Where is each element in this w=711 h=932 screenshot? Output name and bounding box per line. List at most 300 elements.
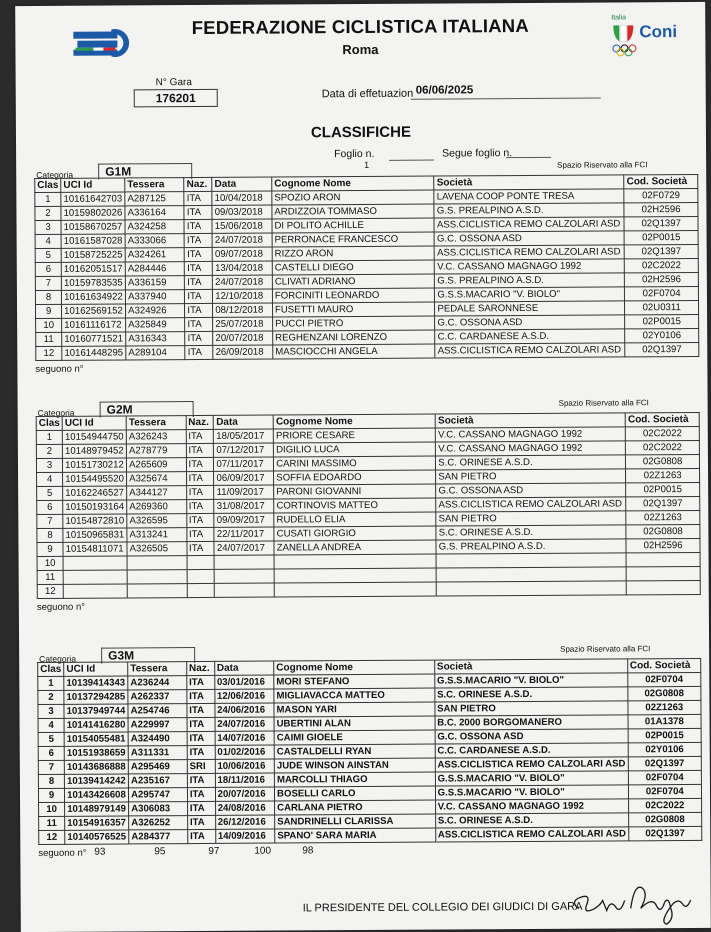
cell-naz: ITA: [187, 787, 215, 801]
data-effettuazione-value: 06/06/2025: [415, 84, 474, 97]
cell-cod: 02Q1397: [626, 496, 700, 510]
cell-data: 11/09/2017: [214, 485, 274, 499]
cell-tessera: [127, 584, 187, 598]
cell-societa: ASS.CICLISTICA REMO CALZOLARI ASD: [435, 245, 625, 260]
cell-tessera: [127, 570, 187, 584]
cell-cod: 02U0311: [625, 300, 699, 314]
cell-societa: S.C. ORINESE A.S.D.: [435, 813, 628, 828]
cell-data: 24/07/2018: [213, 275, 273, 289]
cell-naz: ITA: [186, 513, 214, 527]
column-header-tessera: Tessera: [125, 178, 184, 192]
cell-cod: 02Y0106: [628, 742, 701, 756]
seguono-label: seguono n°: [35, 363, 84, 375]
column-header-uci: UCI Id: [62, 416, 126, 430]
cell-nome: DIGILIO LUCA: [274, 442, 436, 457]
cell-cod: 02Z1263: [628, 700, 701, 714]
cell-societa: V.C. CASSANO MAGNAGO 1992: [435, 799, 628, 814]
cell-clas: 7: [38, 760, 64, 774]
cell-nome: SPOZIO ARON: [272, 190, 435, 205]
category-label: Categoria: [39, 653, 77, 664]
ngara-value: 176201: [134, 89, 218, 108]
cell-societa: S.C. ORINESE A.S.D.: [435, 687, 628, 702]
segue-foglio-underline: [506, 157, 551, 158]
column-header-clas: Clas: [35, 178, 61, 192]
cell-data: 24/08/2016: [215, 801, 275, 815]
cell-societa: G.S. PREALPINO A.S.D.: [435, 273, 625, 288]
cell-naz: ITA: [185, 247, 213, 261]
cell-uci: 10161448295: [62, 346, 126, 360]
cell-cod: 02H2596: [625, 272, 699, 286]
cell-uci: 10151730212: [63, 458, 127, 472]
foglio-value: 1: [364, 159, 370, 170]
column-header-societa: Società: [434, 659, 627, 674]
cell-clas: 9: [38, 788, 64, 802]
seguono-number: 97: [208, 845, 220, 857]
cell-data: 03/01/2016: [214, 675, 274, 689]
column-header-cod: Cod. Società: [625, 412, 699, 426]
cell-uci: 10151938659: [64, 746, 128, 760]
cell-cod: 02C2022: [626, 440, 700, 454]
cell-clas: 8: [35, 290, 61, 304]
column-header-nome: Cognome Nome: [273, 414, 435, 429]
cell-uci: 10154811071: [63, 542, 127, 556]
cell-data: 14/07/2016: [215, 731, 275, 745]
cell-naz: ITA: [187, 731, 215, 745]
fci-reserved-label: Spazio Riservato alla FCI: [558, 398, 649, 408]
classification-table: [36, 412, 701, 599]
cell-nome: FORCINITI LEONARDO: [272, 288, 435, 303]
cell-cod: [626, 566, 700, 580]
cell-uci: [63, 556, 127, 570]
cell-data: [214, 555, 274, 569]
column-header-societa: Società: [435, 413, 625, 428]
cell-tessera: A324258: [125, 220, 184, 234]
cell-nome: UBERTINI ALAN: [274, 716, 435, 731]
ngara-label: N° Gara: [155, 77, 192, 89]
cell-data: 24/06/2016: [215, 703, 275, 717]
cell-societa: B.C. 2000 BORGOMANERO: [435, 715, 628, 730]
cell-tessera: A326252: [129, 816, 188, 830]
cell-nome: MORI STEFANO: [274, 674, 435, 689]
cell-nome: CUSATI GIORGIO: [274, 526, 436, 541]
cell-tessera: A344127: [127, 486, 187, 500]
cell-nome: CASTALDELLI RYAN: [274, 744, 435, 759]
cell-cod: 02P0015: [624, 230, 698, 244]
cell-naz: ITA: [187, 675, 215, 689]
cell-uci: 10137949744: [64, 704, 128, 718]
cell-naz: SRI: [187, 759, 215, 773]
cell-uci: 10162051517: [61, 262, 125, 276]
cell-uci: 10154055481: [64, 732, 128, 746]
cell-uci: 10154916357: [65, 816, 129, 830]
segue-foglio-label: Segue foglio n.: [442, 147, 513, 160]
cell-nome: MASON YARI: [274, 702, 435, 717]
seguono-number: 93: [94, 846, 106, 858]
category-label: Categoria: [36, 169, 74, 180]
cell-societa: G.S. PREALPINO A.S.D.: [436, 539, 626, 554]
cell-data: 24/07/2018: [212, 233, 272, 247]
cell-societa: PEDALE SARONNESE: [435, 301, 625, 316]
cell-data: 31/08/2017: [214, 499, 274, 513]
column-header-clas: Clas: [36, 416, 62, 430]
cell-nome: PRIORE CESARE: [273, 428, 435, 443]
cell-societa: G.S.S.MACARIO "V. BIOLO": [435, 771, 628, 786]
cell-uci: 10140576525: [65, 830, 129, 844]
cell-data: 09/03/2018: [212, 205, 272, 219]
cell-tessera: A316343: [126, 332, 185, 346]
cell-clas: 11: [36, 332, 62, 346]
cell-nome: [274, 568, 436, 583]
cell-nome: CASTELLI DIEGO: [272, 260, 435, 275]
section-title: CLASSIFICHE: [310, 123, 412, 142]
table-row: [39, 826, 702, 844]
cell-data: 22/11/2017: [214, 527, 274, 541]
signature: [561, 878, 701, 929]
cell-nome: MARCOLLI THIAGO: [274, 772, 435, 787]
cell-clas: 5: [38, 732, 64, 746]
cell-data: 12/06/2016: [214, 689, 274, 703]
cell-tessera: A326595: [127, 514, 187, 528]
cell-cod: 02Z1263: [626, 510, 700, 524]
cell-cod: 02P0015: [626, 482, 700, 496]
cell-naz: ITA: [187, 815, 215, 829]
cell-nome: [274, 554, 436, 569]
cell-clas: 10: [36, 318, 62, 332]
cell-cod: 02Q1397: [628, 756, 701, 770]
cell-societa: [436, 553, 626, 568]
table-row: [37, 580, 700, 598]
cell-tessera: A235167: [128, 774, 187, 788]
cell-naz: ITA: [186, 527, 214, 541]
cell-clas: 6: [37, 500, 63, 514]
cell-clas: 2: [36, 444, 62, 458]
cell-data: 13/04/2018: [213, 261, 273, 275]
cell-societa: C.C. CARDANESE A.S.D.: [435, 743, 628, 758]
cell-naz: ITA: [185, 303, 213, 317]
cell-clas: 10: [37, 556, 63, 570]
cell-societa: S.C. ORINESE A.S.D.: [436, 455, 626, 470]
column-header-tessera: Tessera: [128, 662, 187, 676]
cell-clas: 1: [36, 430, 62, 444]
cell-cod: 02Q1397: [624, 216, 698, 230]
cell-naz: ITA: [185, 289, 213, 303]
cell-nome: CARLANA PIETRO: [275, 800, 436, 815]
cell-uci: 10158725225: [61, 248, 125, 262]
cell-nome: CAIMI GIOELE: [274, 730, 435, 745]
cell-uci: 10148979452: [62, 444, 126, 458]
cell-cod: 02C2022: [628, 798, 701, 812]
cell-data: 26/12/2016: [215, 815, 275, 829]
cell-clas: 7: [35, 276, 61, 290]
cell-data: 24/07/2016: [215, 717, 275, 731]
cell-tessera: A326243: [126, 430, 186, 444]
foglio-underline: [389, 160, 434, 161]
cell-nome: SOFFIA EDOARDO: [274, 470, 436, 485]
cell-tessera: A311331: [128, 746, 187, 760]
cell-nome: PUCCI PIETRO: [273, 316, 436, 331]
cell-naz: ITA: [186, 541, 214, 555]
cell-nome: PARONI GIOVANNI: [274, 484, 436, 499]
cell-data: 10/04/2018: [212, 191, 272, 205]
cell-naz: ITA: [184, 219, 212, 233]
cell-uci: 10143686888: [64, 760, 128, 774]
cell-cod: 02Q1397: [625, 342, 699, 356]
table-row: [36, 342, 699, 360]
cell-data: 18/11/2016: [215, 773, 275, 787]
cell-uci: 10161634922: [62, 290, 126, 304]
cell-tessera: A324261: [125, 248, 184, 262]
column-header-cod: Cod. Società: [627, 658, 700, 672]
cell-societa: ASS.CICLISTICA REMO CALZOLARI ASD: [435, 827, 628, 842]
document-city: Roma: [342, 41, 379, 58]
cell-data: 20/07/2016: [215, 787, 275, 801]
cell-cod: 02Z1263: [626, 468, 700, 482]
cell-clas: 3: [38, 704, 64, 718]
cell-naz: ITA: [186, 485, 214, 499]
cell-cod: [626, 580, 700, 594]
column-header-data: Data: [214, 661, 274, 675]
cell-naz: ITA: [187, 689, 215, 703]
cell-clas: 2: [35, 206, 61, 220]
cell-uci: 10158670257: [61, 220, 125, 234]
cell-societa: ASS.CICLISTICA REMO CALZOLARI ASD: [436, 497, 626, 512]
cell-nome: FUSETTI MAURO: [272, 302, 435, 317]
column-header-uci: UCI Id: [64, 662, 128, 676]
cell-data: 24/07/2017: [214, 541, 274, 555]
president-label: IL PRESIDENTE DEL COLLEGIO DEI GIUDICI DI GARA: [302, 900, 583, 915]
cell-tessera: A287125: [125, 192, 184, 206]
cell-cod: 02G0808: [628, 812, 701, 826]
cell-tessera: A325849: [126, 318, 185, 332]
cell-data: [215, 569, 275, 583]
cell-nome: MIGLIAVACCA MATTEO: [274, 688, 435, 703]
cell-cod: 02Q1397: [628, 826, 701, 840]
cell-cod: 02C2022: [625, 426, 699, 440]
cell-societa: SAN PIETRO: [436, 469, 626, 484]
category-name: G1M: [98, 163, 192, 180]
cell-data: 10/06/2016: [215, 759, 275, 773]
cell-cod: 02H2596: [626, 538, 700, 552]
cell-societa: V.C. CASSANO MAGNAGO 1992: [436, 441, 626, 456]
cell-uci: 10154872810: [63, 514, 127, 528]
cell-tessera: A269360: [127, 500, 187, 514]
column-header-clas: Clas: [38, 662, 64, 676]
cell-data: 01/02/2016: [215, 745, 275, 759]
cell-uci: 10150193164: [63, 500, 127, 514]
cell-cod: 02F0704: [625, 286, 699, 300]
cell-uci: 10148979149: [65, 802, 129, 816]
cell-clas: 5: [37, 486, 63, 500]
cell-naz: ITA: [186, 429, 214, 443]
cell-uci: 10141416280: [64, 718, 128, 732]
cell-tessera: A295747: [129, 788, 188, 802]
cell-societa: LAVENA COOP PONTE TRESA: [434, 189, 624, 204]
cell-clas: 12: [37, 584, 63, 598]
cell-naz: ITA: [186, 499, 214, 513]
cell-nome: SANDRINELLI CLARISSA: [275, 814, 436, 829]
cell-societa: SAN PIETRO: [436, 511, 626, 526]
cell-societa: G.S. PREALPINO A.S.D.: [434, 203, 624, 218]
cell-clas: 2: [38, 690, 64, 704]
cell-cod: 02P0015: [628, 728, 701, 742]
cell-cod: [626, 552, 700, 566]
cell-naz: ITA: [185, 275, 213, 289]
cell-nome: BOSELLI CARLO: [275, 786, 436, 801]
cell-uci: [63, 584, 127, 598]
cell-societa: C.C. CARDANESE A.S.D.: [435, 329, 625, 344]
cell-societa: [436, 567, 626, 582]
cell-cod: 02H2596: [624, 202, 698, 216]
cell-cod: 02G0808: [627, 686, 700, 700]
cell-data: 15/06/2018: [212, 219, 272, 233]
cell-tessera: A284446: [125, 262, 184, 276]
cell-uci: 10154944750: [62, 430, 126, 444]
cell-uci: 10162569152: [62, 304, 126, 318]
cell-naz: ITA: [185, 317, 213, 331]
category-name: G3M: [101, 647, 195, 664]
column-header-tessera: Tessera: [126, 416, 186, 430]
cell-data: 09/09/2017: [214, 513, 274, 527]
column-header-naz: Naz.: [186, 661, 214, 675]
cell-societa: G.S.S.MACARIO "V. BIOLO": [435, 287, 625, 302]
cell-societa: [437, 581, 627, 596]
cell-naz: ITA: [187, 745, 215, 759]
cell-data: 09/07/2018: [212, 247, 272, 261]
cell-nome: DI POLITO ACHILLE: [272, 218, 435, 233]
column-header-data: Data: [212, 177, 272, 191]
cell-nome: ZANELLA ANDREA: [274, 540, 436, 555]
tricolor-flame-icon: [611, 23, 635, 43]
cell-clas: 1: [38, 676, 64, 690]
cell-nome: [274, 582, 436, 597]
cell-societa: ASS.CICLISTICA REMO CALZOLARI ASD: [435, 343, 625, 358]
cell-data: 12/10/2018: [213, 289, 273, 303]
cell-tessera: A278779: [126, 444, 186, 458]
column-header-data: Data: [214, 415, 274, 429]
cell-uci: 10161116172: [62, 318, 126, 332]
cell-nome: MASCIOCCHI ANGELA: [273, 344, 436, 359]
cell-societa: G.C. OSSONA ASD: [434, 231, 624, 246]
cell-nome: RUDELLO ELIA: [274, 512, 436, 527]
cell-naz: ITA: [187, 801, 215, 815]
cell-societa: G.C. OSSONA ASD: [435, 315, 625, 330]
cell-clas: 9: [37, 542, 63, 556]
cell-tessera: A254746: [128, 704, 187, 718]
cell-nome: JUDE WINSON AINSTAN: [274, 758, 435, 773]
cell-tessera: A324926: [126, 304, 185, 318]
document-title: FEDERAZIONE CICLISTICA ITALIANA: [191, 14, 529, 39]
cell-nome: PERRONACE FRANCESCO: [272, 232, 435, 247]
cell-clas: 12: [36, 346, 62, 360]
column-header-cod: Cod. Società: [624, 174, 698, 188]
classification-table: [37, 658, 702, 845]
cell-cod: 02C2022: [625, 258, 699, 272]
cell-clas: 1: [35, 192, 61, 206]
cell-clas: 11: [39, 816, 65, 830]
column-header-naz: Naz.: [186, 415, 214, 429]
cell-data: 20/07/2018: [213, 331, 273, 345]
cell-clas: 12: [39, 830, 65, 844]
column-header-nome: Cognome Nome: [274, 660, 435, 675]
cell-uci: 10150965831: [63, 528, 127, 542]
cell-cod: 02P0015: [625, 314, 699, 328]
cell-clas: 8: [37, 528, 63, 542]
cell-tessera: A236244: [128, 676, 187, 690]
cell-societa: SAN PIETRO: [435, 701, 628, 716]
category-name: G2M: [100, 401, 194, 418]
column-header-uci: UCI Id: [61, 178, 125, 192]
cell-tessera: A336159: [125, 276, 184, 290]
cell-clas: 10: [39, 802, 65, 816]
cell-uci: 10159783535: [61, 276, 125, 290]
cell-uci: 10137294285: [64, 690, 128, 704]
cell-nome: CORTINOVIS MATTEO: [274, 498, 436, 513]
cell-societa: G.S.S.MACARIO "V. BIOLO": [434, 673, 627, 688]
cell-naz: ITA: [184, 205, 212, 219]
cell-data: 06/09/2017: [214, 471, 274, 485]
cell-data: 07/11/2017: [214, 457, 274, 471]
data-effettuazione-label: Data di effetuazion: [321, 87, 414, 101]
cell-tessera: A325674: [127, 472, 187, 486]
seguono-label: seguono n°: [36, 601, 86, 613]
cell-uci: 10139414242: [64, 774, 128, 788]
cell-naz: [187, 555, 215, 569]
cell-naz: ITA: [185, 345, 213, 359]
cell-nome: CLIVATI ADRIANO: [272, 274, 435, 289]
cell-cod: 02F0729: [624, 188, 698, 202]
cell-societa: G.C. OSSONA ASD: [436, 483, 626, 498]
cell-naz: ITA: [187, 703, 215, 717]
cell-naz: ITA: [184, 233, 212, 247]
cell-clas: 8: [38, 774, 64, 788]
cell-clas: 6: [38, 746, 64, 760]
cell-cod: 02F0704: [628, 784, 701, 798]
cell-naz: ITA: [185, 331, 213, 345]
cell-clas: 4: [38, 718, 64, 732]
cell-societa: ASS.CICLISTICA REMO CALZOLARI ASD: [434, 217, 624, 232]
cell-cod: 02G0808: [626, 524, 700, 538]
cell-uci: 10161587028: [61, 234, 125, 248]
cell-cod: 02Y0106: [625, 328, 699, 342]
cell-nome: CARINI MASSIMO: [274, 456, 436, 471]
cell-clas: 5: [35, 248, 61, 262]
cell-societa: G.S.S.MACARIO "V. BIOLO": [435, 785, 628, 800]
cell-uci: 10139414343: [64, 676, 128, 690]
cell-naz: ITA: [186, 457, 214, 471]
cell-cod: 01A1378: [628, 714, 701, 728]
cell-naz: ITA: [188, 829, 216, 843]
cell-cod: 02Q1397: [624, 244, 698, 258]
cell-nome: RIZZO ARON: [272, 246, 435, 261]
cell-nome: SPANO' SARA MARIA: [275, 828, 436, 843]
seguono-number: 98: [302, 845, 314, 857]
cell-clas: 3: [36, 458, 62, 472]
cell-cod: 02F0704: [628, 770, 701, 784]
cell-tessera: A324490: [128, 732, 187, 746]
cell-nome: REGHENZANI LORENZO: [273, 330, 436, 345]
cell-data: 14/09/2016: [215, 829, 275, 843]
cell-societa: ASS.CICLISTICA REMO CALZOLARI ASD: [435, 757, 628, 772]
olympic-rings-icon: [611, 44, 637, 56]
cell-clas: 6: [35, 262, 61, 276]
cell-tessera: A265609: [127, 458, 187, 472]
seguono-label: seguono n°: [38, 847, 87, 859]
cell-tessera: [127, 556, 187, 570]
cell-uci: 10160771521: [62, 332, 126, 346]
cell-clas: 4: [35, 234, 61, 248]
cell-clas: 4: [37, 472, 63, 486]
cell-cod: 02F0704: [627, 672, 700, 686]
